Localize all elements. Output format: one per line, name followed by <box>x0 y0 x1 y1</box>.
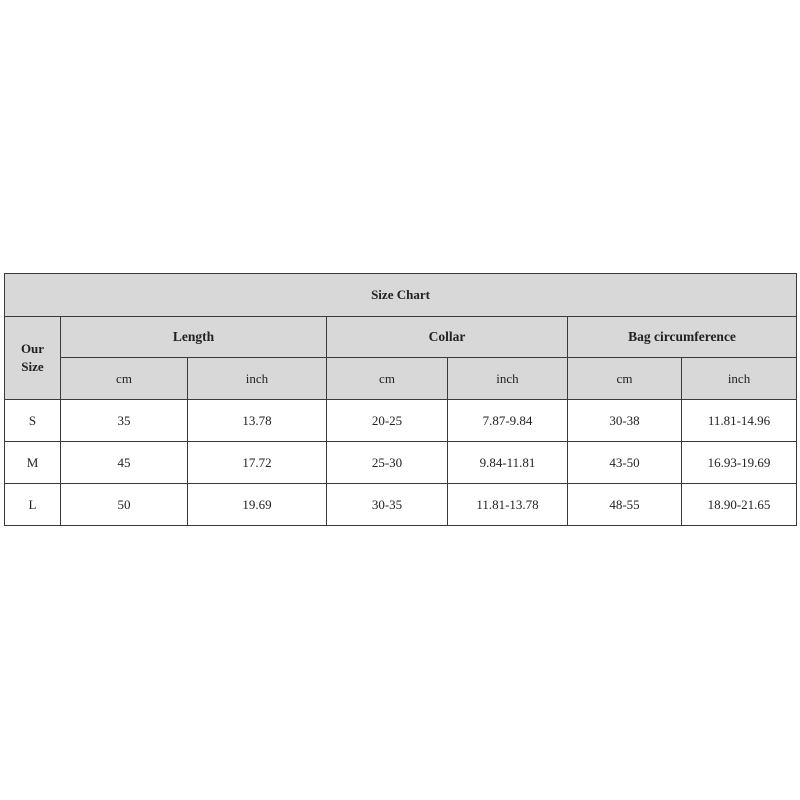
length-inch-cell: 13.78 <box>188 400 327 442</box>
length-inch-cell: 19.69 <box>188 484 327 526</box>
bag-inch-cell: 18.90-21.65 <box>682 484 797 526</box>
length-inch-header: inch <box>188 358 327 400</box>
collar-cm-cell: 25-30 <box>327 442 448 484</box>
table-title: Size Chart <box>5 274 797 317</box>
collar-cm-cell: 30-35 <box>327 484 448 526</box>
our-size-header <box>5 317 61 400</box>
collar-inch-cell: 11.81-13.78 <box>448 484 568 526</box>
length-cm-cell: 45 <box>61 442 188 484</box>
bag-cm-cell: 48-55 <box>568 484 682 526</box>
length-cm-cell: 50 <box>61 484 188 526</box>
size-chart-table <box>4 273 797 526</box>
length-cm-header: cm <box>61 358 188 400</box>
bag-inch-cell: 11.81-14.96 <box>682 400 797 442</box>
length-header: Length <box>61 317 327 358</box>
size-cell: S <box>5 400 61 442</box>
our-size-header-line2: Size <box>21 359 44 374</box>
our-size-header-line1: Our <box>20 341 45 356</box>
bag-circumference-header: Bag circumference <box>568 317 797 358</box>
collar-header: Collar <box>327 317 568 358</box>
bag-inch-header: inch <box>682 358 797 400</box>
collar-cm-cell: 20-25 <box>327 400 448 442</box>
table-row <box>5 400 797 442</box>
collar-inch-cell: 9.84-11.81 <box>448 442 568 484</box>
size-cell: M <box>5 442 61 484</box>
bag-inch-cell: 16.93-19.69 <box>682 442 797 484</box>
table-row <box>5 484 797 526</box>
size-cell: L <box>5 484 61 526</box>
collar-inch-header: inch <box>448 358 568 400</box>
bag-cm-cell: 30-38 <box>568 400 682 442</box>
length-inch-cell: 17.72 <box>188 442 327 484</box>
collar-inch-cell: 7.87-9.84 <box>448 400 568 442</box>
table-row <box>5 442 797 484</box>
bag-cm-header: cm <box>568 358 682 400</box>
bag-cm-cell: 43-50 <box>568 442 682 484</box>
length-cm-cell: 35 <box>61 400 188 442</box>
collar-cm-header: cm <box>327 358 448 400</box>
